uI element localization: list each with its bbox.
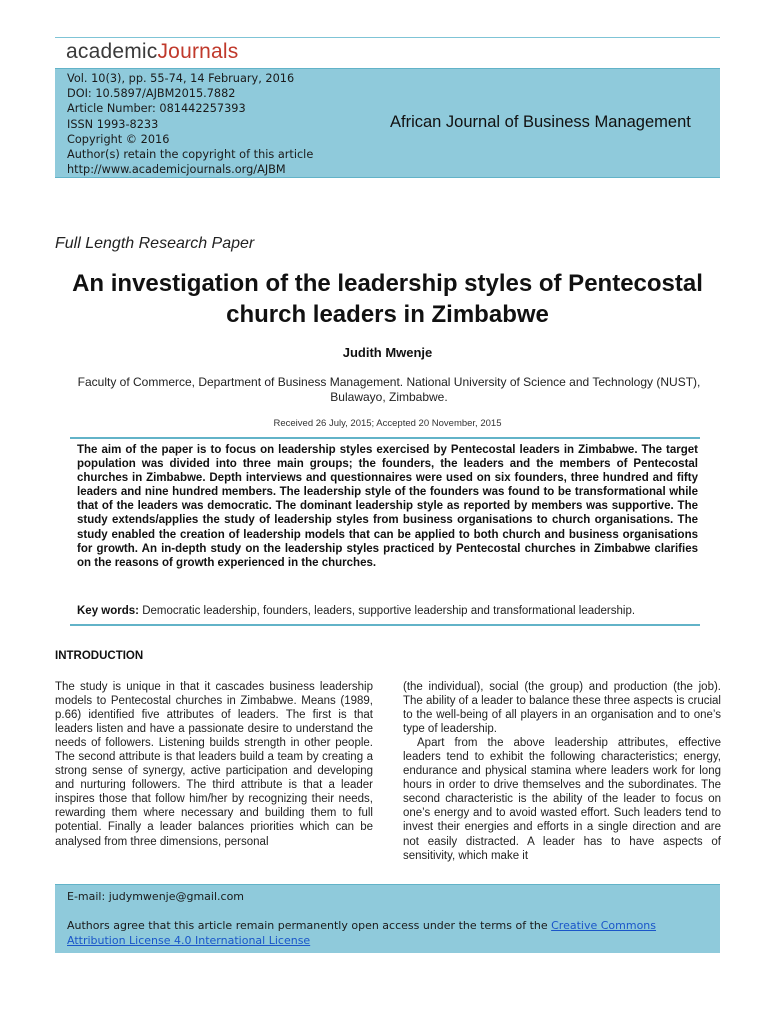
header-top-rule bbox=[55, 37, 720, 38]
meta-copyright: Copyright © 2016 bbox=[67, 132, 170, 146]
logo-part-journals: Journals bbox=[157, 40, 239, 63]
title-line-2: church leaders in Zimbabwe bbox=[226, 301, 549, 328]
abstract-bottom-rule bbox=[70, 624, 700, 626]
title-line-1: An investigation of the leadership styles of Pentecostal bbox=[72, 270, 703, 297]
introduction-heading: INTRODUCTION bbox=[55, 650, 144, 662]
intro-paragraph-1-cont: (the individual), social (the group) and production (the job). The ability of a leader to balance these three aspects is crucial to the well-being of all players in an organisation and to one’s type of leadership. bbox=[403, 681, 721, 736]
meta-rights: Author(s) retain the copyright of this article bbox=[67, 148, 314, 162]
abstract-text: The aim of the paper is to focus on leadership styles exercised by Pentecostal leaders in Zimbabwe. The target population was divided into three main groups; the founders, the leaders and the members of Pentecostal churches in Zimbabwe. Depth interviews and questionnaires were used on six founders, three hundred and fifty leaders and nine hundred members. The leadership style of the founders was found to be transformational while that of the leaders was democratic. The dominant leadership style as reported by members was supportive. The study extends/applies the study of leadership styles from business organisations to church organisations. The study enabled the creation of leadership models that can be applied to both church and business organisations for growth. An in-depth study on the leadership styles practiced by Pentecostal churches in Zimbabwe clarifies on the reasons of growth experienced in the churches. bbox=[77, 444, 698, 569]
meta-volume: Vol. 10(3), pp. 55-74, 14 February, 2016 bbox=[67, 72, 295, 85]
keywords-label: Key words: bbox=[77, 605, 139, 617]
journal-name: African Journal of Business Management bbox=[390, 113, 691, 131]
paper-type: Full Length Research Paper bbox=[55, 235, 255, 252]
body-left-column bbox=[55, 680, 373, 849]
article-meta bbox=[67, 71, 313, 177]
author-name: Judith Mwenje bbox=[342, 345, 433, 360]
intro-paragraph-2: Apart from the above leadership attributes, effective leaders tend to exhibit the following characteristics; energy, endurance and physical stamina where leaders work for long hours in order to drive themselves and the subordinates. The second characteristic is the ability of the leader to focus on one’s energy and to avoid wasted effort. Such leaders tend to invest their energies and efforts in a single direction and are not easily distracted. A leader has to have aspects of sensitivity, which make it bbox=[403, 737, 721, 862]
received-dates: Received 26 July, 2015; Accepted 20 November, 2015 bbox=[273, 418, 502, 429]
affiliation-line-1: Faculty of Commerce, Department of Business Management. National University of Science and Technology (NUST), bbox=[77, 375, 701, 389]
logo-part-academic: academic bbox=[66, 40, 158, 63]
paper-title bbox=[40, 268, 735, 330]
keywords bbox=[77, 605, 698, 617]
author-email: E-mail: judymwenje@gmail.com bbox=[67, 890, 245, 903]
publisher-logo bbox=[66, 40, 238, 64]
author-affiliation bbox=[55, 375, 723, 405]
keywords-list: Democratic leadership, founders, leaders, supportive leadership and transformational leadership. bbox=[142, 605, 636, 617]
meta-article-number: Article Number: 081442257393 bbox=[67, 102, 246, 116]
meta-url[interactable]: http://www.academicjournals.org/AJBM bbox=[67, 163, 286, 177]
license-notice bbox=[67, 918, 712, 948]
affiliation-line-2: Bulawayo, Zimbabwe. bbox=[330, 390, 448, 404]
license-link[interactable]: Creative Commons Attribution License 4.0 International License bbox=[67, 919, 657, 947]
intro-paragraph-1: The study is unique in that it cascades business leadership models to Pentecostal churches in Zimbabwe. Means (1989, p.66) identified five attributes of leaders. The first is that leaders listen and have a passionate desire to understand the needs of followers. Listening builds strength in other people. The second attribute is that leaders build a team by creating a strong sense of synergy, active participation and developing and nurturing followers. The third attribute is that a leader inspires those that follow him/her by recognizing their needs, rewarding them where necessary and building them to full potential. Finally a leader balances priorities which can be analysed from three dimensions, personal bbox=[55, 681, 373, 848]
body-right-column bbox=[403, 680, 721, 863]
license-text: Authors agree that this article remain permanently open access under the terms of the bbox=[67, 919, 552, 932]
abstract-top-rule bbox=[70, 437, 700, 439]
meta-issn: ISSN 1993-8233 bbox=[67, 117, 159, 131]
meta-doi: DOI: 10.5897/AJBM2015.7882 bbox=[67, 87, 236, 101]
